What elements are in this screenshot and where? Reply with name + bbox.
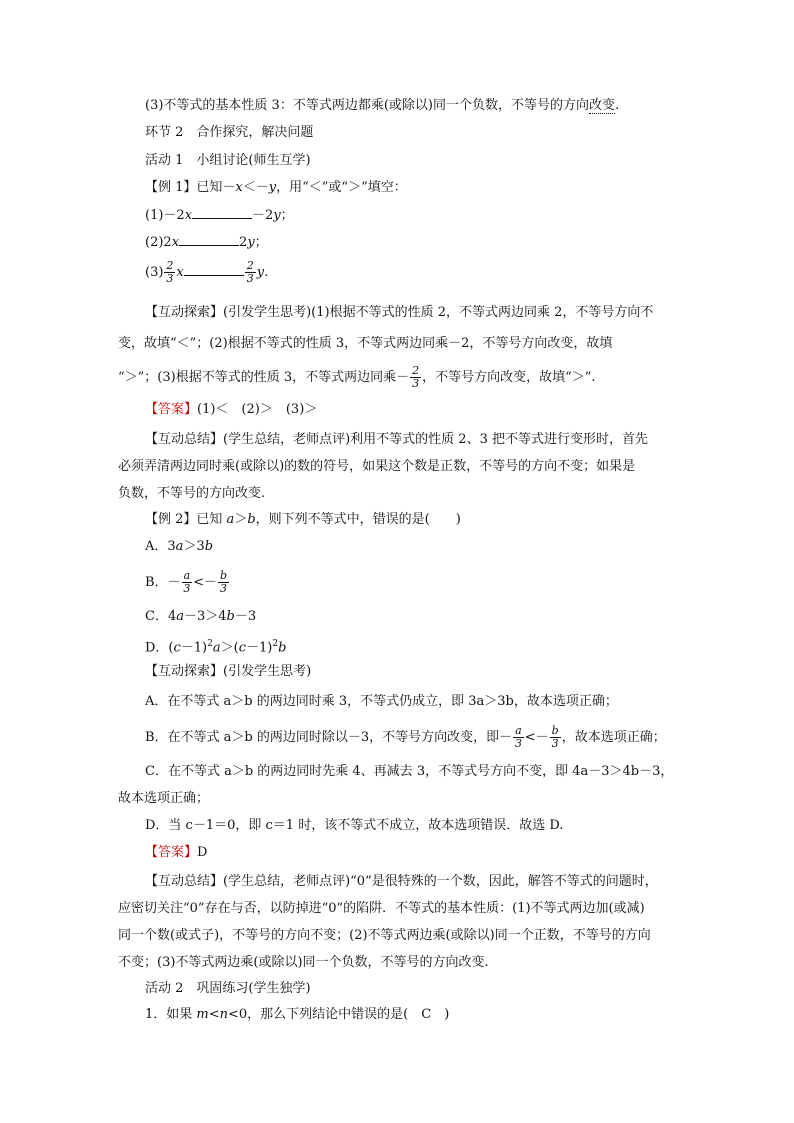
numerator: b	[551, 724, 559, 737]
text: 1．如果	[145, 1007, 197, 1022]
option-a	[145, 537, 213, 557]
tag: 【互动探索】	[145, 305, 224, 320]
text: －2	[252, 208, 274, 223]
denominator: 3	[551, 737, 559, 750]
text: <－	[524, 730, 549, 745]
numerator: 2	[246, 259, 254, 272]
answer-tag: 【答案】	[145, 845, 198, 860]
summary-2-line-2: 应密切关注“0”存在与否，以防掉进“0”的陷阱．不等式的基本性质：(1)不等式两边加(或减)	[118, 901, 645, 916]
answer-2	[145, 843, 207, 863]
var: n	[219, 1007, 229, 1022]
example-2-title	[145, 510, 461, 530]
exploration-2-c-line-1: C．在不等式 a＞b 的两边同时先乘 4、再减去 3，不等式号方向不变，即 4a－3＞4b－3，	[145, 764, 674, 779]
numerator: a	[515, 724, 522, 737]
option-c	[145, 607, 256, 627]
summary-1-line-2: 必须弄清两边同时乘(或除以)的数的符号，如果这个数是正数，不等号的方向不变；如果是	[118, 459, 636, 474]
text: D	[197, 845, 208, 860]
numerator: 2	[412, 364, 420, 377]
text: (引发学生思考)(1)根据不等式的性质 2，不等式两边同乘 2，不等号方向不	[223, 305, 654, 320]
text-line	[145, 96, 619, 116]
exploration-1-line-3	[118, 365, 596, 390]
var: c	[238, 640, 246, 656]
denominator: 3	[166, 272, 174, 285]
answer-tag: 【答案】	[145, 402, 198, 417]
section-heading: 环节 2 合作探究，解决问题	[145, 125, 314, 140]
text: －1)	[180, 640, 208, 656]
var: b	[247, 512, 256, 527]
numerator: 2	[166, 259, 174, 272]
text: ，不等号方向改变，故填“＞”.	[422, 370, 596, 385]
text: D．(	[145, 640, 174, 656]
fraction	[218, 570, 229, 595]
fraction	[245, 260, 256, 285]
text: ；	[254, 235, 268, 250]
text: B．在不等式 a＞b 的两边同时除以－3，不等号方向改变，即－	[145, 730, 513, 745]
text: (学生总结，老师点评)利用不等式的性质 2、3 把不等式进行变形时，首先	[223, 432, 648, 447]
text: .	[614, 98, 620, 113]
text: ，用“＜”或“＞”填空：	[276, 180, 407, 195]
text: (学生总结，老师点评)“0”是很特殊的一个数，因此，解答不等式的问题时，	[223, 874, 658, 889]
superscript: 2	[272, 639, 279, 649]
exploration-2-d: D．当 c－1＝0，即 c＝1 时，该不等式不成立，故本选项错误．故选 D.	[145, 818, 564, 833]
var: m	[196, 1007, 209, 1022]
example-1-title	[145, 178, 407, 198]
denominator: 3	[183, 582, 191, 595]
exploration-1-line-1	[145, 303, 653, 323]
var: y	[273, 208, 281, 223]
denominator: 3	[220, 582, 228, 595]
text: A．3	[145, 539, 176, 554]
exploration-1-line-2: 变，故填“＜”；(2)根据不等式的性质 3，不等式两边同乘－2，不等号方向改变，故填	[118, 336, 613, 351]
text: 2	[239, 235, 248, 250]
denominator: 3	[514, 737, 522, 750]
text: －1)	[245, 640, 273, 656]
denominator: 3	[412, 377, 420, 390]
text: ＜－	[242, 180, 269, 195]
summary-1-line-1	[145, 430, 648, 450]
summary-2-line-3: 同一个数(或式子)，不等号的方向不变；(2)不等式两边乘(或除以)同一个正数，不等号的方向	[118, 928, 651, 943]
text: －3	[234, 609, 257, 624]
summary-1-line-3: 负数，不等号的方向改变.	[118, 486, 266, 501]
fraction	[182, 570, 193, 595]
text: (引发学生思考)	[223, 664, 312, 679]
fraction	[550, 725, 561, 750]
superscript: 2	[207, 639, 213, 649]
question-1	[145, 1005, 449, 1025]
numerator: a	[183, 569, 191, 582]
answer-blank[interactable]	[192, 205, 252, 219]
text: ＞	[234, 512, 248, 527]
text: ，则下列不等式中，错误的是( )	[255, 512, 461, 527]
text: ；	[280, 208, 294, 223]
var: a	[212, 640, 221, 656]
text: ＞(	[220, 640, 239, 656]
var: b	[278, 640, 287, 656]
answer-1	[145, 400, 317, 420]
var: y	[256, 265, 265, 280]
text: ＞3	[183, 539, 205, 554]
text: <0，那么下列结论中错误的是( C )	[228, 1007, 450, 1022]
option-d	[145, 634, 286, 658]
example-1-part-2	[145, 232, 268, 253]
exploration-2-b	[145, 725, 666, 750]
summary-2-line-4: 不变；(3)不等式两边乘(或除以)同一个负数，不等号的方向改变.	[118, 955, 489, 970]
tag: 【互动总结】	[145, 874, 224, 889]
numerator: b	[220, 569, 228, 582]
var: y	[268, 180, 277, 195]
var: x	[171, 235, 180, 250]
text: (3)	[145, 265, 164, 280]
exploration-2-a: A．在不等式 a＞b 的两边同时乘 3，不等式仍成立，即 3a＞3b，故本选项正确；	[145, 694, 618, 709]
var: x	[176, 265, 184, 280]
tag: 【互动探索】	[145, 664, 224, 679]
text: <－	[193, 575, 218, 590]
text: ，故本选项正确；	[561, 730, 666, 745]
var: a	[226, 512, 235, 527]
activity-heading: 活动 1 小组讨论(师生互学)	[145, 153, 311, 168]
summary-2-line-1	[145, 872, 658, 892]
text: (3)不等式的基本性质 3：不等式两边都乘(或除以)同一个负数，不等号的方向	[145, 98, 589, 113]
answer-blank[interactable]	[179, 232, 239, 246]
tag: 【例 2】	[145, 512, 197, 527]
var: c	[173, 640, 181, 656]
text: <	[208, 1007, 220, 1022]
tag: 【互动总结】	[145, 432, 224, 447]
var: x	[184, 208, 193, 223]
var: y	[247, 235, 255, 250]
text: (2)2	[145, 235, 172, 250]
denominator: 3	[246, 272, 254, 285]
text: (1)＜ (2)＞ (3)＞	[197, 402, 318, 417]
text: (1)－2	[145, 208, 185, 223]
var: a	[175, 539, 184, 554]
text: B．－	[145, 575, 181, 590]
var: b	[204, 539, 214, 554]
text: .	[264, 265, 269, 280]
tag: 【例 1】	[145, 180, 197, 195]
option-b	[145, 570, 230, 595]
exploration-2-heading	[145, 662, 311, 682]
var: b	[226, 609, 235, 624]
underlined-text: 改变	[588, 98, 615, 113]
exploration-2-c-line-2: 故本选项正确；	[118, 791, 210, 806]
var: x	[235, 180, 243, 195]
fraction	[164, 260, 175, 285]
example-1-part-1	[145, 205, 294, 226]
activity-2-heading: 活动 2 巩固练习(学生独学)	[145, 981, 311, 996]
fraction	[410, 365, 421, 390]
text: －3＞4	[183, 609, 227, 624]
text: 已知	[196, 512, 227, 527]
answer-blank[interactable]	[184, 262, 244, 276]
text: 已知－	[196, 180, 236, 195]
text: C．4	[145, 609, 177, 624]
example-1-part-3	[145, 260, 268, 285]
text: “＞”；(3)根据不等式的性质 3，不等式两边同乘－	[118, 370, 410, 385]
fraction	[513, 725, 524, 750]
var: a	[176, 609, 184, 624]
